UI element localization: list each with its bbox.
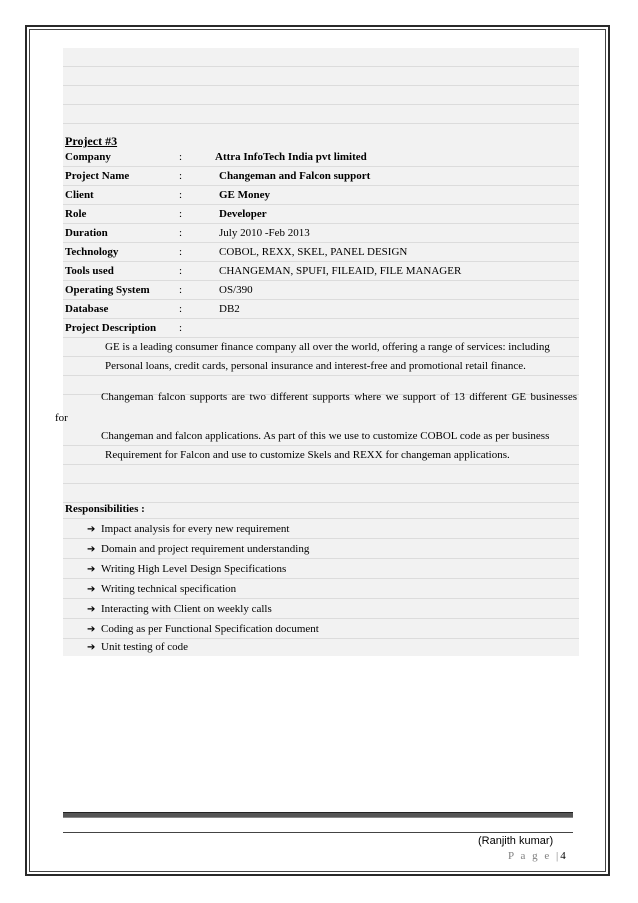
responsibility-item <box>63 540 579 559</box>
responsibility-bullet <box>87 540 309 559</box>
description-line <box>63 427 579 446</box>
arrow-right-icon: ➔ <box>87 524 96 535</box>
responsibility-text: Writing technical specification <box>101 583 237 595</box>
field-value: Changeman and Falcon support <box>219 170 371 182</box>
field-value: July 2010 -Feb 2013 <box>219 227 310 239</box>
field-row-role <box>63 205 579 224</box>
field-label: Operating System <box>65 284 150 296</box>
field-value: DB2 <box>219 303 240 315</box>
arrow-right-icon: ➔ <box>87 642 96 653</box>
field-label: Tools used <box>65 265 114 277</box>
description-text: Changeman and falcon applications. As part of this we use to customize COBOL code as per business <box>101 430 550 442</box>
responsibility-bullet <box>87 620 319 639</box>
field-row-tools-used <box>63 262 579 281</box>
field-colon: : <box>179 151 183 163</box>
footer-rule-thick <box>63 812 573 818</box>
responsibility-item <box>63 638 579 657</box>
field-label: Project Name <box>65 170 130 182</box>
description-line <box>63 338 579 357</box>
responsibility-item <box>63 580 579 599</box>
project-title: Project #3 <box>65 134 118 148</box>
footer-page-number <box>508 850 566 862</box>
responsibility-text: Domain and project requirement understanding <box>101 543 310 555</box>
responsibility-item <box>63 520 579 539</box>
field-label: Client <box>65 189 94 201</box>
field-value: GE Money <box>219 189 271 201</box>
responsibility-bullet <box>87 580 236 599</box>
responsibility-text: Writing High Level Design Specifications <box>101 563 287 575</box>
responsibilities-label: Responsibilities : <box>65 503 145 515</box>
empty-row <box>63 48 579 67</box>
description-line <box>63 357 579 376</box>
field-value: OS/390 <box>219 284 253 296</box>
field-value: Attra InfoTech India pvt limited <box>215 151 367 163</box>
field-value: COBOL, REXX, SKEL, PANEL DESIGN <box>219 246 408 258</box>
empty-row <box>63 67 579 86</box>
responsibility-item <box>63 600 579 619</box>
field-label: Company <box>65 151 111 163</box>
responsibility-text: Interacting with Client on weekly calls <box>101 603 272 615</box>
description-text: Changeman falcon supports are two different supports where we support of 13 different GE businesses <box>101 391 577 403</box>
footer-author: (Ranjith kumar) <box>478 835 554 847</box>
empty-row <box>63 465 579 484</box>
field-colon: : <box>179 303 183 315</box>
description-header-row <box>63 319 579 338</box>
field-colon: : <box>179 227 183 239</box>
arrow-right-icon: ➔ <box>87 544 96 555</box>
description-text: Requirement for Falcon and use to customize Skels and REXX for changeman applications. <box>105 449 510 461</box>
field-label: Technology <box>65 246 119 258</box>
field-colon: : <box>179 208 183 220</box>
field-row-company <box>63 148 579 167</box>
description-text: Personal loans, credit cards, personal insurance and interest-free and promotional retail finance. <box>105 360 526 372</box>
description-text: for <box>55 412 68 424</box>
page-label: P a g e | <box>508 850 561 862</box>
responsibility-item <box>63 560 579 579</box>
field-label: Database <box>65 303 109 315</box>
description-line <box>63 388 579 408</box>
responsibility-bullet <box>87 520 289 539</box>
empty-row <box>63 86 579 105</box>
field-colon: : <box>179 189 183 201</box>
empty-row <box>63 105 579 124</box>
field-colon: : <box>179 265 183 277</box>
description-text: GE is a leading consumer finance company all over the world, offering a range of services: including <box>105 341 550 353</box>
field-row-client <box>63 186 579 205</box>
field-label: Duration <box>65 227 108 239</box>
responsibility-bullet <box>87 638 188 657</box>
field-row-project-name <box>63 167 579 186</box>
arrow-right-icon: ➔ <box>87 564 96 575</box>
field-value: Developer <box>219 208 267 220</box>
arrow-right-icon: ➔ <box>87 624 96 635</box>
description-colon: : <box>179 322 183 334</box>
field-colon: : <box>179 246 183 258</box>
responsibility-text: Unit testing of code <box>101 641 189 653</box>
field-colon: : <box>179 170 183 182</box>
field-value: CHANGEMAN, SPUFI, FILEAID, FILE MANAGER <box>219 265 462 277</box>
footer-rule-thin <box>63 832 573 833</box>
field-row-technology <box>63 243 579 262</box>
description-line <box>63 446 579 465</box>
responsibility-item <box>63 620 579 639</box>
responsibility-bullet <box>87 600 272 619</box>
responsibility-text: Impact analysis for every new requirement <box>101 523 290 535</box>
field-row-operating-system <box>63 281 579 300</box>
arrow-right-icon: ➔ <box>87 584 96 595</box>
document-body <box>55 48 579 656</box>
responsibilities-header-row <box>63 500 579 519</box>
field-colon: : <box>179 284 183 296</box>
page-number: 4 <box>560 850 566 862</box>
field-label: Role <box>65 208 87 220</box>
description-label: Project Description <box>65 322 157 334</box>
field-row-database <box>63 300 579 319</box>
field-row-duration <box>63 224 579 243</box>
responsibility-text: Coding as per Functional Specification document <box>101 623 319 635</box>
responsibility-bullet <box>87 560 286 579</box>
arrow-right-icon: ➔ <box>87 604 96 615</box>
